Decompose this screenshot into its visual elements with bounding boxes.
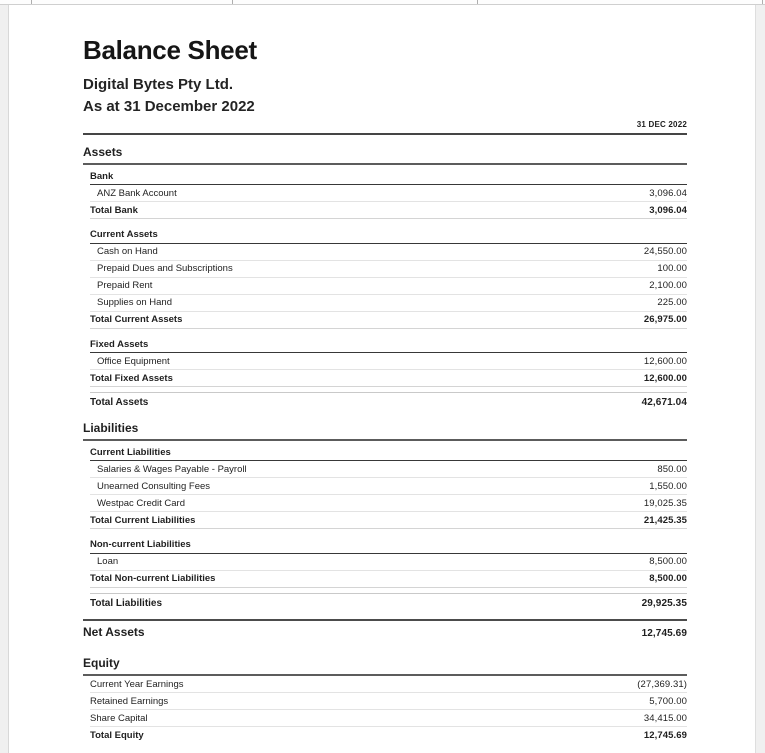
row-label: Total Fixed Assets: [90, 372, 173, 384]
row-label: Total Equity: [90, 729, 144, 741]
row-value: 8,500.00: [649, 573, 687, 585]
subsection-non-current-liabilities: [90, 540, 687, 588]
row-label: Westpac Credit Card: [97, 497, 185, 509]
row-value: 8,500.00: [649, 556, 687, 568]
viewer-top-edge: [0, 0, 765, 5]
row-value: 34,415.00: [643, 712, 687, 724]
account-row: [90, 185, 687, 202]
report-period: As at 31 December 2022: [83, 97, 255, 115]
row-value: 100.00: [657, 263, 687, 275]
subsection-current-assets: [90, 230, 687, 329]
viewer-right-gutter: [755, 5, 765, 753]
row-value: 3,096.04: [649, 204, 687, 216]
row-label: Total Current Liabilities: [90, 514, 196, 526]
section-header: Liabilities: [83, 422, 687, 441]
account-row: [90, 244, 687, 261]
section-header: Equity: [83, 657, 687, 676]
row-label: Cash on Hand: [97, 246, 158, 258]
row-value: 12,745.69: [643, 729, 687, 741]
viewer-left-gutter: [0, 5, 9, 753]
section-equity: [83, 657, 687, 743]
row-value: 5,700.00: [649, 695, 687, 707]
row-label: Net Assets: [83, 625, 145, 640]
row-value: 19,025.35: [643, 497, 687, 509]
account-row: [90, 261, 687, 278]
row-label: Current Year Earnings: [90, 678, 184, 690]
account-row: [90, 676, 687, 693]
row-label: Total Current Assets: [90, 314, 183, 326]
subtotal-row: [90, 512, 687, 529]
subsection-header: Bank: [90, 172, 687, 186]
row-label: Prepaid Dues and Subscriptions: [97, 263, 233, 275]
account-row: [90, 693, 687, 710]
edge-tick: [477, 0, 478, 4]
row-label: Supplies on Hand: [97, 297, 172, 309]
account-row: [90, 710, 687, 727]
report-title: Balance Sheet: [83, 35, 257, 65]
row-value: (27,369.31): [637, 678, 687, 690]
row-label: Prepaid Rent: [97, 280, 153, 292]
section-assets: [83, 146, 687, 411]
edge-tick: [762, 0, 763, 4]
subsection-header: Current Liabilities: [90, 448, 687, 462]
section-header: Assets: [83, 146, 687, 165]
total-row: [90, 593, 687, 612]
row-value: 2,100.00: [649, 280, 687, 292]
report-page: [9, 5, 755, 753]
summary-row-net-assets: [83, 619, 687, 643]
account-row: [90, 461, 687, 478]
row-value: 26,975.00: [643, 314, 687, 326]
row-label: ANZ Bank Account: [97, 187, 177, 199]
row-value: 24,550.00: [643, 246, 687, 258]
edge-tick: [232, 0, 233, 4]
subsection-header: Fixed Assets: [90, 340, 687, 354]
subtotal-row: [90, 571, 687, 588]
report-sections: [83, 146, 687, 744]
account-row: [90, 353, 687, 370]
subtotal-row: [90, 202, 687, 219]
row-label: Total Assets: [90, 397, 149, 409]
row-value: 3,096.04: [649, 187, 687, 199]
section-liabilities: [83, 422, 687, 612]
row-label: Salaries & Wages Payable - Payroll: [97, 463, 247, 475]
account-row: [90, 295, 687, 312]
column-header-date: 31 DEC 2022: [83, 121, 687, 135]
subsection-header: Current Assets: [90, 230, 687, 244]
row-value: 225.00: [657, 297, 687, 309]
subsection-header: Non-current Liabilities: [90, 540, 687, 554]
company-name: Digital Bytes Pty Ltd.: [83, 75, 234, 93]
row-value: 12,600.00: [643, 355, 687, 367]
row-label: Total Liabilities: [90, 597, 163, 609]
account-row: [90, 278, 687, 295]
row-value: 42,671.04: [641, 397, 687, 409]
row-value: 21,425.35: [643, 514, 687, 526]
row-value: 850.00: [657, 463, 687, 475]
subtotal-row: [90, 312, 687, 329]
account-row: [90, 554, 687, 571]
row-label: Share Capital: [90, 712, 148, 724]
subsection-bank: [90, 172, 687, 220]
total-row: [90, 392, 687, 411]
total-row: [90, 727, 687, 743]
row-label: Total Bank: [90, 204, 138, 216]
row-label: Office Equipment: [97, 355, 170, 367]
account-row: [90, 495, 687, 512]
row-label: Unearned Consulting Fees: [97, 480, 211, 492]
row-value: 12,745.69: [641, 628, 687, 640]
edge-tick: [31, 0, 32, 4]
row-label: Loan: [97, 556, 119, 568]
subsection-fixed-assets: [90, 340, 687, 388]
account-row: [90, 478, 687, 495]
subtotal-row: [90, 370, 687, 387]
row-value: 29,925.35: [641, 597, 687, 609]
row-value: 1,550.00: [649, 480, 687, 492]
row-label: Total Non-current Liabilities: [90, 573, 216, 585]
row-label: Retained Earnings: [90, 695, 169, 707]
row-value: 12,600.00: [643, 372, 687, 384]
subsection-current-liabilities: [90, 448, 687, 530]
